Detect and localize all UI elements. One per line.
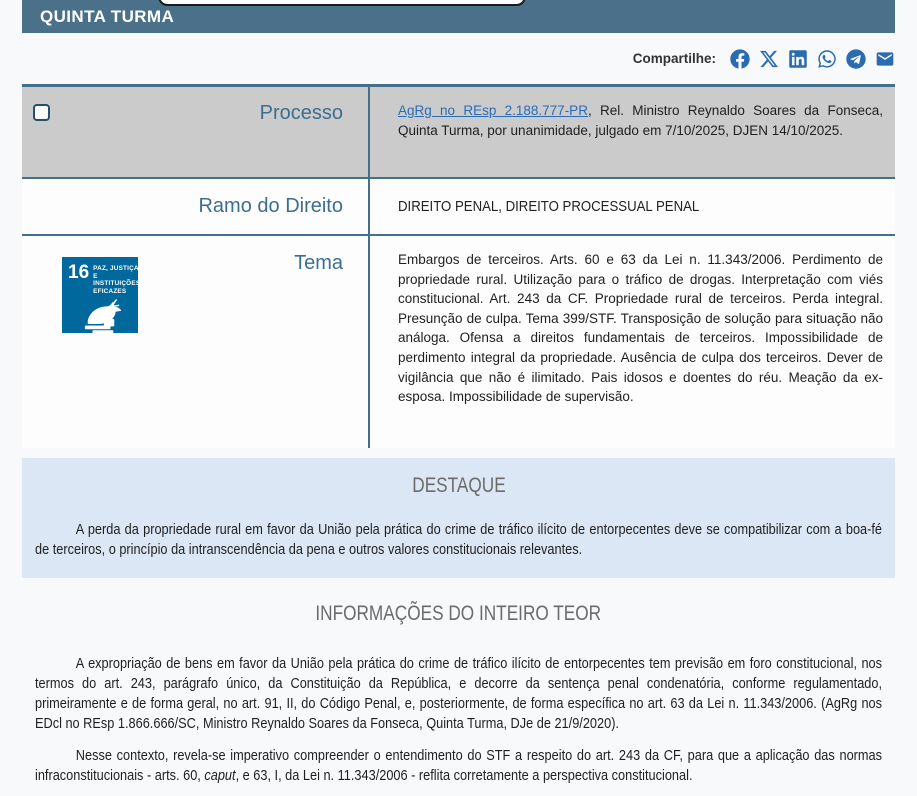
table-row-tema xyxy=(22,236,895,448)
ramo-label: Ramo do Direito xyxy=(198,195,343,217)
ramo-label-cell xyxy=(22,179,370,234)
share-label: Compartilhe: xyxy=(632,51,716,66)
cropped-search-pill[interactable] xyxy=(158,0,526,6)
inteiro-teor-title: INFORMAÇÕES DO INTEIRO TEOR xyxy=(315,602,602,625)
sdg16-title: PAZ, JUSTIÇA E INSTITUIÇÕES EFICAZES xyxy=(93,265,141,296)
destaque-section xyxy=(22,458,895,578)
facebook-icon[interactable] xyxy=(730,49,750,69)
ramo-value: DIREITO PENAL, DIREITO PROCESSUAL PENAL xyxy=(398,197,700,215)
tema-value-cell xyxy=(370,236,895,448)
processo-label: Processo xyxy=(259,102,343,124)
destaque-body: A perda da propriedade rural em favor da União pela prática do crime de tráfico ilícito de entorpecentes deve se compatibilizar com a boa-fé de terceiros, o princípio da intranscendência da pena e outros valores constitucionais relevantes. xyxy=(35,521,882,558)
processo-label-cell xyxy=(22,87,370,177)
section-header-bar xyxy=(22,0,895,33)
whatsapp-icon[interactable] xyxy=(817,49,837,69)
linkedin-icon[interactable] xyxy=(788,49,808,69)
inteiro-teor-section xyxy=(22,602,895,786)
processo-value-cell xyxy=(370,87,895,177)
ramo-value-cell xyxy=(370,179,895,234)
x-twitter-icon[interactable] xyxy=(759,49,779,69)
process-info-table xyxy=(22,84,895,448)
processo-link[interactable]: AgRg no REsp 2.188.777-PR xyxy=(398,103,588,118)
sdg16-number: 16 xyxy=(68,262,90,283)
destaque-title: DESTAQUE xyxy=(411,474,506,497)
processo-checkbox[interactable] xyxy=(33,104,50,121)
inteiro-teor-paragraph-1: A expropriação de bens em favor da União pela prática do crime de tráfico ilícito de entorpecentes tem previsão em foro constitucional, nos termos do art. 243, parágrafo único, da Constituição da República, e decorre da sentença penal condenatória, conforme regulamentado, primeiramente e de forma geral, no art. 91, II, do Código Penal, e, posteriormente, de forma específica no art. 63 da Lei n. 11.343/2006. (AgRg nos EDcl no REsp 1.866.666/SC, Ministro Reynaldo Soares da Fonseca, Quinta Turma, DJe de 21/9/2020). xyxy=(35,655,882,732)
tema-text: Embargos de terceiros. Arts. 60 e 63 da Lei n. 11.343/2006. Perdimento de propriedade rural. Utilização para o tráfico de drogas. Interpretação com viés constitucional. Art. 243 da CF. Propriedade rural de terceiros. Perda integral. Presunção de culpa. Tema 399/STF. Transposição de solução para situação não análoga. Ofensa a direitos fundamentais de terceiros. Impossibilidade de perdimento integral da propriedade. Ausência de culpa dos terceiros. Dever de vigilância que não é ilimitado. Pais idosos e doentes do réu. Meação da ex-esposa. Impossibilidade de supervisão. xyxy=(398,252,883,405)
table-row-processo xyxy=(22,87,895,179)
inteiro-teor-paragraph-2: Nesse contexto, revela-se imperativo compreender o entendimento do STF a respeito do art. 243 da CF, para que a aplicação das normas infraconstitucionais - arts. 60, caput, e 63, I, da Lei n. 11.343/2006 - reflita corretamente a perspectiva constitucional. xyxy=(35,747,882,784)
email-icon[interactable] xyxy=(875,49,895,69)
processo-citation: , Rel. Ministro Reynaldo Soares da Fonseca, Quinta Turma, por unanimidade, julgado em 7/10/2025, DJEN 14/10/2025. xyxy=(398,103,883,138)
tema-label: Tema xyxy=(294,252,343,274)
sdg16-badge xyxy=(62,257,141,333)
share-toolbar xyxy=(22,33,895,84)
tema-label-cell xyxy=(22,236,370,448)
telegram-icon[interactable] xyxy=(846,49,866,69)
section-title: QUINTA TURMA xyxy=(40,6,175,26)
table-row-ramo xyxy=(22,179,895,236)
dove-gavel-icon xyxy=(68,298,133,334)
